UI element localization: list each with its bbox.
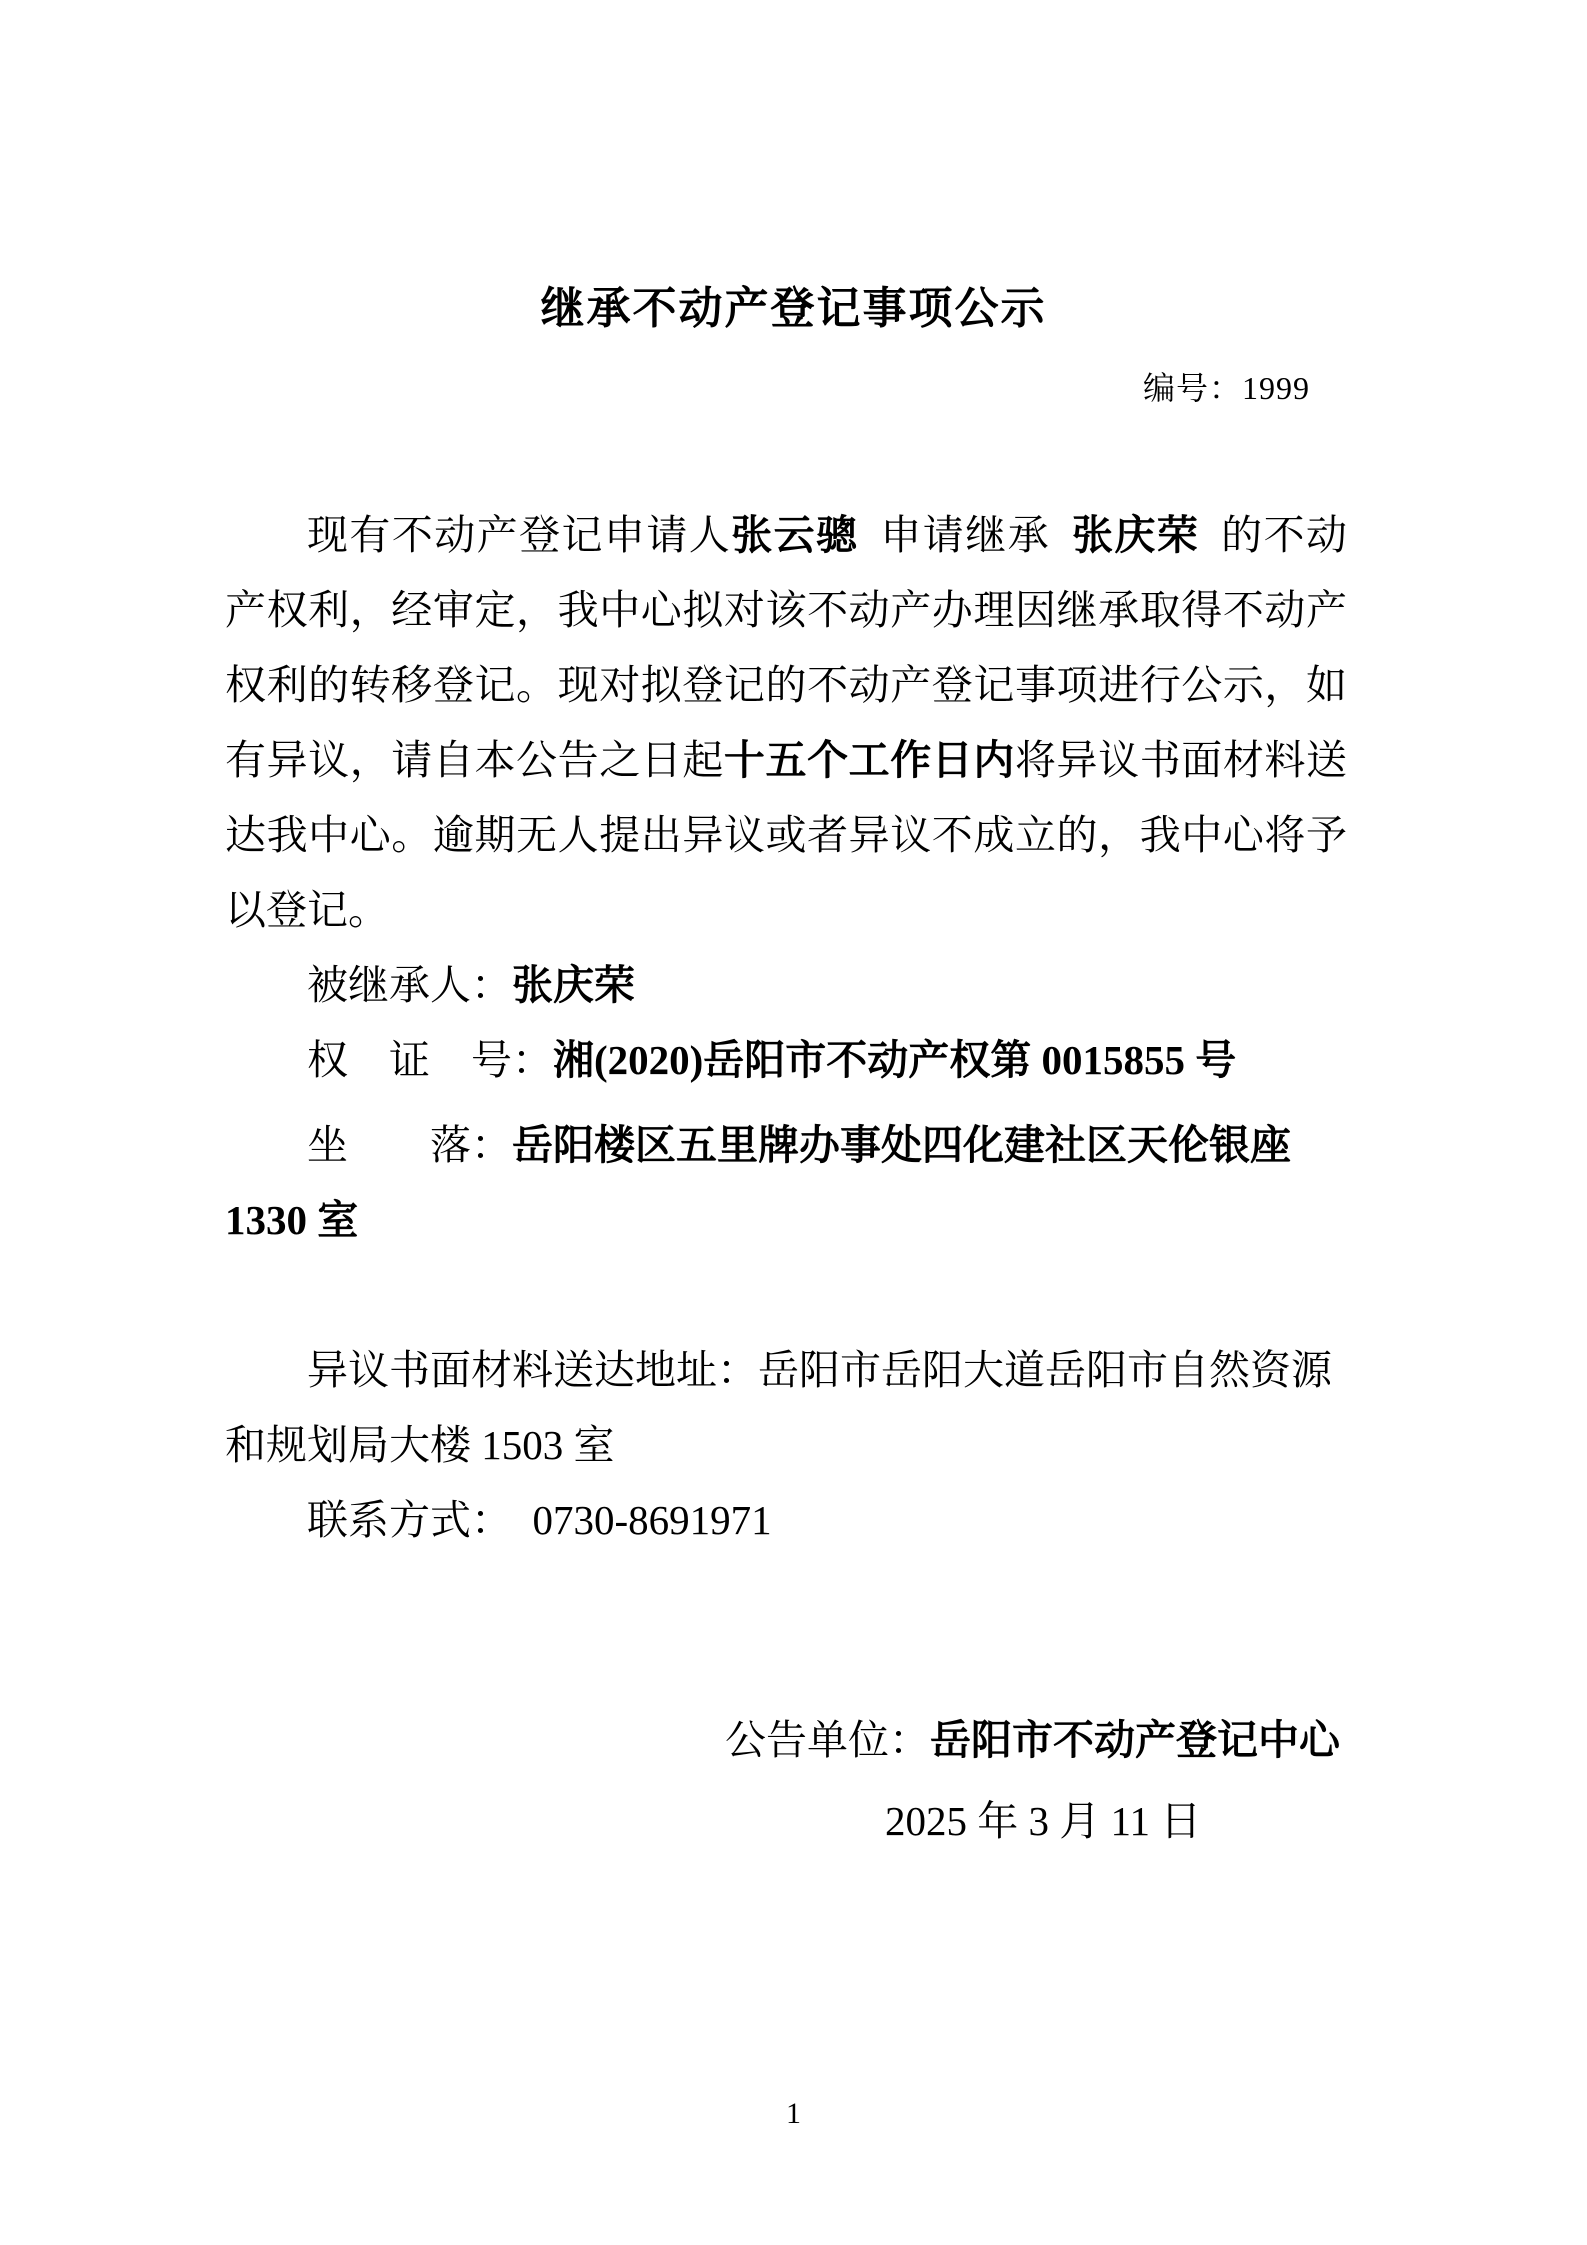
field-certificate-value: 湘(2020)岳阳市不动产权第 0015855 号 [553,1037,1237,1083]
paragraph-mid1: 申请继承 [858,512,1071,558]
contact-line [225,1483,1347,1558]
field-decedent-value: 张庆荣 [512,962,635,1008]
announcement-date: 2025 年 3 月 11 日 [885,1798,1202,1844]
field-certificate-label: 权 证 号： [307,1037,553,1083]
objection-address-block [225,1333,1347,1558]
page-title: 继承不动产登记事项公示 [540,284,1047,333]
doc-number: 编号：1999 [1142,370,1310,406]
announcing-unit-value: 岳阳市不动产登记中心 [930,1717,1340,1763]
contact-label: 联系方式： [307,1497,492,1543]
notice-paragraph [225,498,1347,948]
field-location-label: 坐 落： [307,1122,512,1168]
objection-address-line2: 和规划局大楼 1503 室 [225,1422,615,1468]
paragraph-mid2: 的不动产权利，经审定，我中心拟对该不动产办理因继承取得不动产权利的转移登记。现对拟登记的不动产登记事项进行公示，如有异议，请自本公告之日起 [225,512,1348,783]
announcing-unit-label: 公告单位： [725,1717,930,1763]
field-decedent-label: 被继承人： [307,962,512,1008]
deadline-phrase: 十五个工作日内 [723,737,1015,783]
objection-address-value-line1: 岳阳市岳阳大道岳阳市自然资源 [758,1347,1332,1393]
decedent-name-inline: 张庆荣 [1070,512,1200,558]
announcing-unit-line [725,1703,1587,1778]
field-location-continuation [225,1183,1347,1258]
contact-value: 0730-8691971 [491,1497,772,1543]
field-decedent [225,948,1347,1023]
page-number: 1 [786,2097,801,2130]
field-location [225,1108,1347,1183]
paragraph-tail: 将异议书面材料送达我中心。逾期无人提出异议或者异议不成立的，我中心将予以登记。 [225,737,1348,933]
objection-address-label: 异议书面材料送达地址： [307,1347,758,1393]
field-certificate-number [225,1023,1347,1098]
field-location-block [225,1108,1347,1258]
objection-address-line1 [225,1333,1347,1408]
field-location-value-line2: 1330 室 [225,1197,359,1243]
applicant-name: 张云骢 [731,512,859,558]
notice-body [225,498,1347,1558]
paragraph-lead-in: 现有不动产登记申请人 [307,512,732,558]
field-location-value-line1: 岳阳楼区五里牌办事处四化建社区天伦银座 [512,1122,1291,1168]
